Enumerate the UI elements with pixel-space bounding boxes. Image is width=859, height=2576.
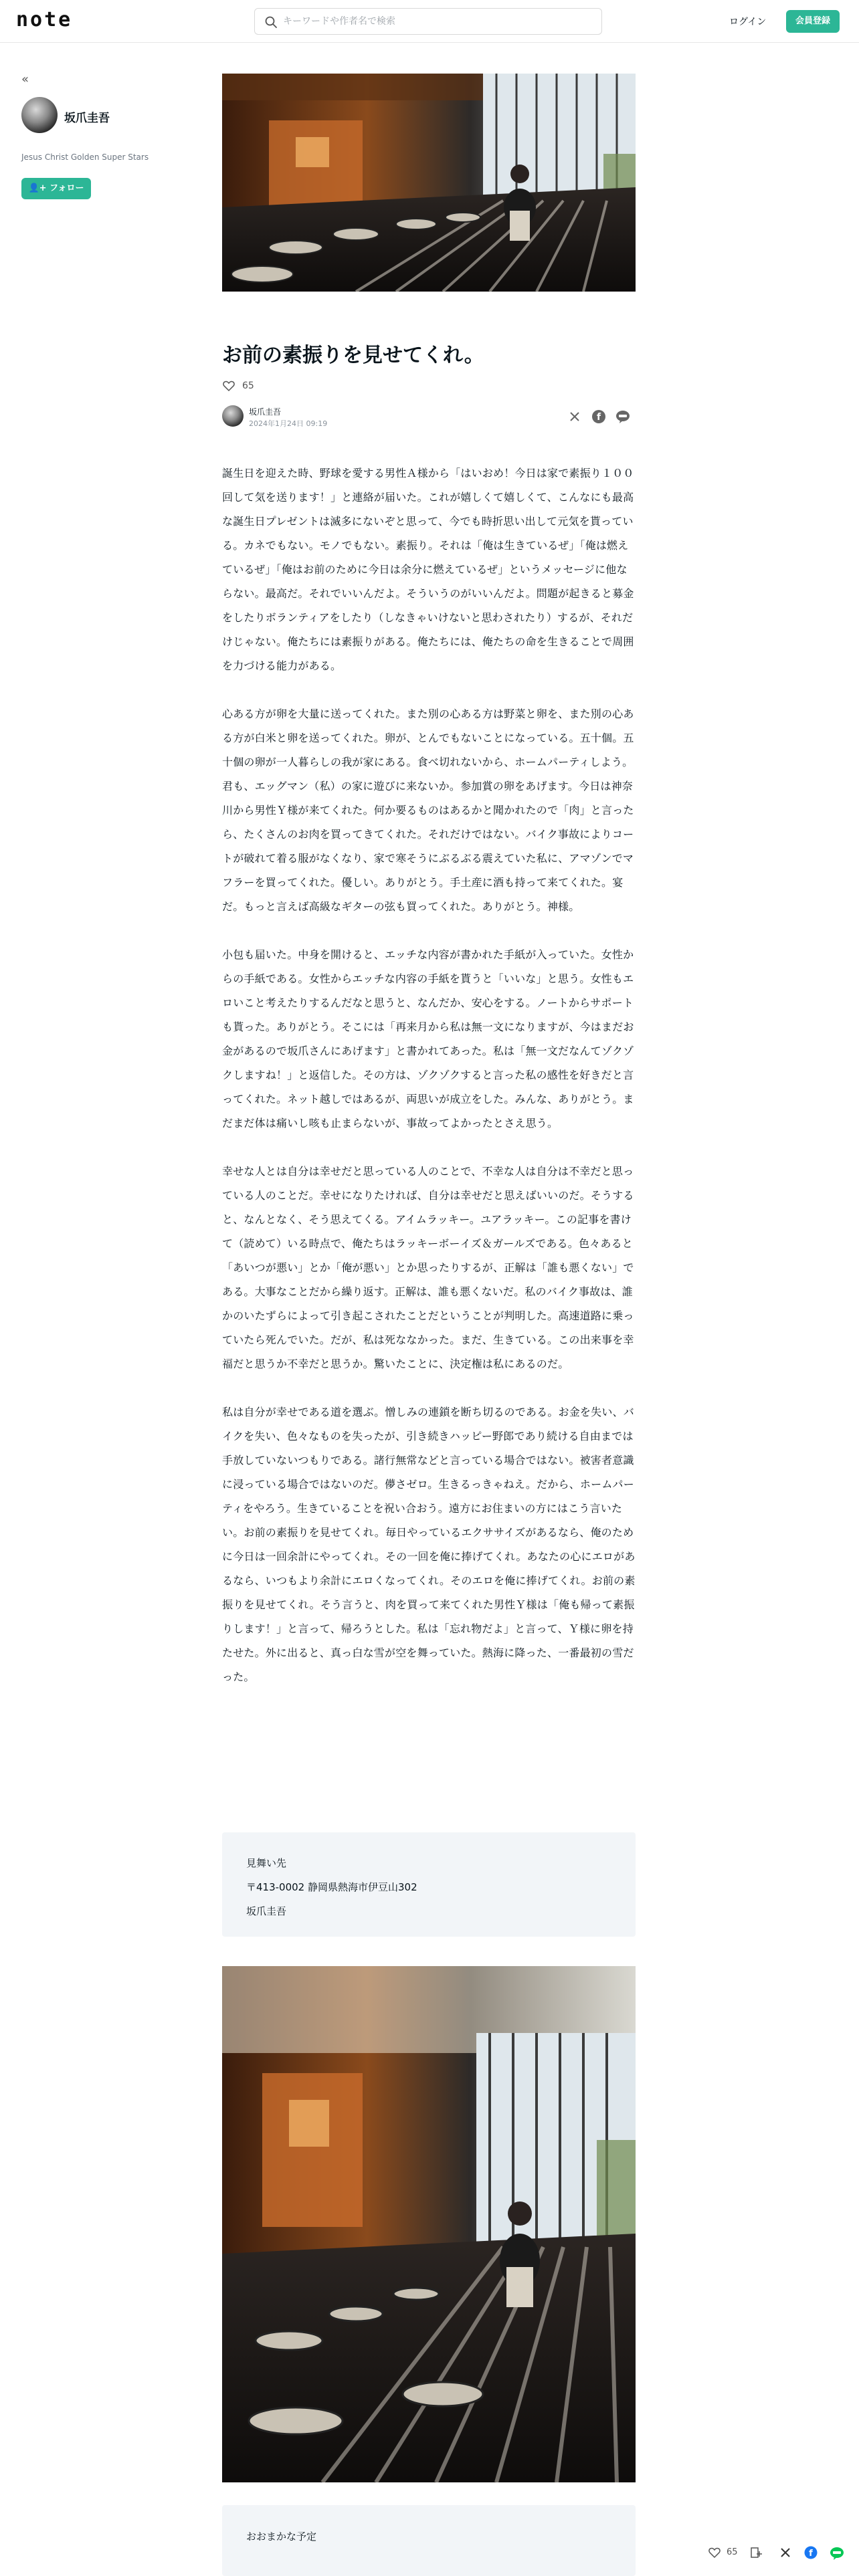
meta-author-name[interactable]: 坂爪圭吾 [249,407,282,417]
paragraph: 心ある方が卵を大量に送ってくれた。また別の心ある方は野菜と卵を、また別の心ある方が白米と卵を送ってくれた。卵が、とんでもないことになっている。五十個。五十個の卵が一人暮らしの我が家にある。食べ切れないから、ホームパーティしよう。君も、エッグマン（私）の家に遊びに来ないか。参加賞の卵をあげます。今日は神奈川から男性Ｙ様が来てくれた。何か要るものはあるかと聞かれたので「肉」と言ったら、たくさんのお肉を買ってきてくれた。それだけではない。バイク事故によりコートが破れて着る服がなくなり、家で寒そうにぶるぶる震えていた私に、アマゾンでマフラーを買ってくれた。優しい。ありがとう。手土産に酒も持って来てくれた。宴だ。もっと言えば高級なギターの弦も買ってくれた。ありがとう。神様。 [222,708,634,913]
article-body [222,461,636,1713]
search-input[interactable] [283,9,591,34]
signup-button[interactable]: 会員登録 [786,10,840,33]
floating-action-bar [696,2541,859,2565]
address-box [222,1832,636,1937]
site-header [0,0,859,43]
search-icon [264,15,278,29]
follow-button[interactable] [21,178,91,199]
person-plus-icon: 👤+ [28,183,47,193]
paragraph: 私は自分が幸せである道を選ぶ。憎しみの連鎖を断ち切るのである。お金を失い、バイクを失い、色々なものを失ったが、引き続きハッピー野郎であり続ける自由までは手放していないつもりである。諸行無常などと言っている場合ではない。被害者意識に浸っている場合ではないのだ。儚さゼロ。生きるっきゃねえ。だから、ホームパーティをやろう。生きていることを祝い合おう。遠方にお住まいの方にはこう言いたい。お前の素振りを見せてくれ。毎日やっているエクササイズがあるなら、俺のために今日は一回余計にやってくれ。その一回を俺に捧げてくれ。あなたの心にエロがあるなら、いつもより余計にエロくなってくれ。そのエロを俺に捧げてくれ。お前の素振りを見せてくれ。そう言うと、肉を買って来てくれた男性Ｙ様は「俺も帰って素振りします！」と言って、帰ろうとした。私は「忘れ物だよ」と言って、Ｙ様に卵を持たせた。外に出ると、真っ白な雪が空を舞っていた。熱海に降った、一番最初の雪だった。 [222,1406,636,1683]
article-photo [222,1966,636,2482]
paragraph: 小包も届いた。中身を開けると、エッチな内容が書かれた手紙が入っていた。女性からの手紙である。女性からエッチな内容の手紙を貰うと「いいな」と思う。女性もエロいこと考えたりするんだなと思うと、なんだか、安心をする。ノートからサポートも貰った。ありがとう。そこには「再来月から私は無一文になりますが、今はまだお金があるので坂爪さんにあげます」と書かれてあった。私は「無一文だなんてゾクゾクしますね！」と返信した。その方は、ゾクゾクすると言った私の感性を好きだと言ってくれた。ネット越しではあるが、両思いが成立をした。みんな、ありがとう。まだまだ体は痛いし咳も止まらないが、事故ってよかったとさえ思う。 [222,948,634,1130]
author-avatar[interactable] [21,97,58,133]
publish-date: 2024年1月24日 09:19 [249,419,328,428]
collapse-sidebar-icon[interactable]: « [21,72,29,86]
paragraph: 幸せな人とは自分は幸せだと思っている人のことで、不幸な人は自分は不幸だと思っている人のことだ。幸せになりたければ、自分は幸せだと思えばいいのだ。そうすると、なんとなく、そう思えてくる。アイムラッキー。ユアラッキー。この記事を書けて（読めて）いる時点で、俺たちはラッキーボーイズ＆ガールズである。色々あると「あいつが悪い」とか「俺が悪い」とか思ったりするが、正解は「誰も悪くない」である。大事なことだから繰り返す。正解は、誰も悪くないだ。私のバイク事故は、誰かのいたずらによって引き起こされたことだということが判明した。高速道路に乗っていたら死んでいた。だが、私は死ななかった。まだ、生きている。この出来事を幸福だと思うか不幸だと思うか。驚いたことに、決定権は私にあるのだ。 [222,1165,634,1370]
heart-icon[interactable] [708,2546,721,2559]
author-avatar-small[interactable] [222,405,244,427]
x-share-icon[interactable] [567,409,582,424]
note-logo[interactable]: note [16,8,73,31]
paragraph: 誕生日を迎えた時、野球を愛する男性Ａ様から「はいおめ！今日は家で素振り１００回して気を送ります！」と連絡が届いた。これが嬉しくて嬉しくて、こんなにも最高な誕生日プレゼントは滅多にないぞと思って、今でも時折思い出して元気を貰っている。カネでもない。モノでもない。素振り。それは「俺は生きているぜ」「俺は燃えているぜ」「俺はお前のために今日は余分に燃えているぜ」というメッセージに他ならない。最高だ。それでいいんだよ。そういうのがいいんだよ。問題が起きると募金をしたりボランティアをしたり（しなきゃいけないと思わされたり）するが、それだけじゃない。俺たちには素振りがある。俺たちには、俺たちの命を生きることで周囲を力づける能力がある。 [222,467,634,672]
address-heading: 見舞い先 [246,1857,287,1869]
schedule-heading: おおまかな予定 [246,2531,317,2543]
address-name: 坂爪圭吾 [246,1905,287,1917]
author-name[interactable]: 坂爪圭吾 [64,112,110,125]
like-count: 65 [242,381,254,391]
magazine-add-icon[interactable] [749,2546,763,2559]
hero-image [222,74,636,292]
line-share-icon[interactable] [615,409,630,424]
svg-text:f: f [596,412,601,423]
login-link[interactable]: ログイン [729,17,767,27]
x-share-icon[interactable] [779,2546,792,2559]
like-count: 65 [727,2547,738,2557]
facebook-share-icon[interactable] [804,2546,818,2559]
schedule-box [222,2505,636,2576]
follow-label: フォロー [50,183,84,193]
facebook-share-icon[interactable] [591,409,606,424]
line-share-icon[interactable] [830,2546,844,2561]
heart-icon[interactable] [222,379,235,393]
article-title: お前の素振りを見せてくれ。 [222,344,484,367]
author-bio: Jesus Christ Golden Super Stars [21,152,149,162]
search-bar[interactable] [254,8,602,35]
address-line: 〒413-0002 静岡県熱海市伊豆山302 [246,1881,417,1893]
svg-text:f: f [809,2549,813,2559]
